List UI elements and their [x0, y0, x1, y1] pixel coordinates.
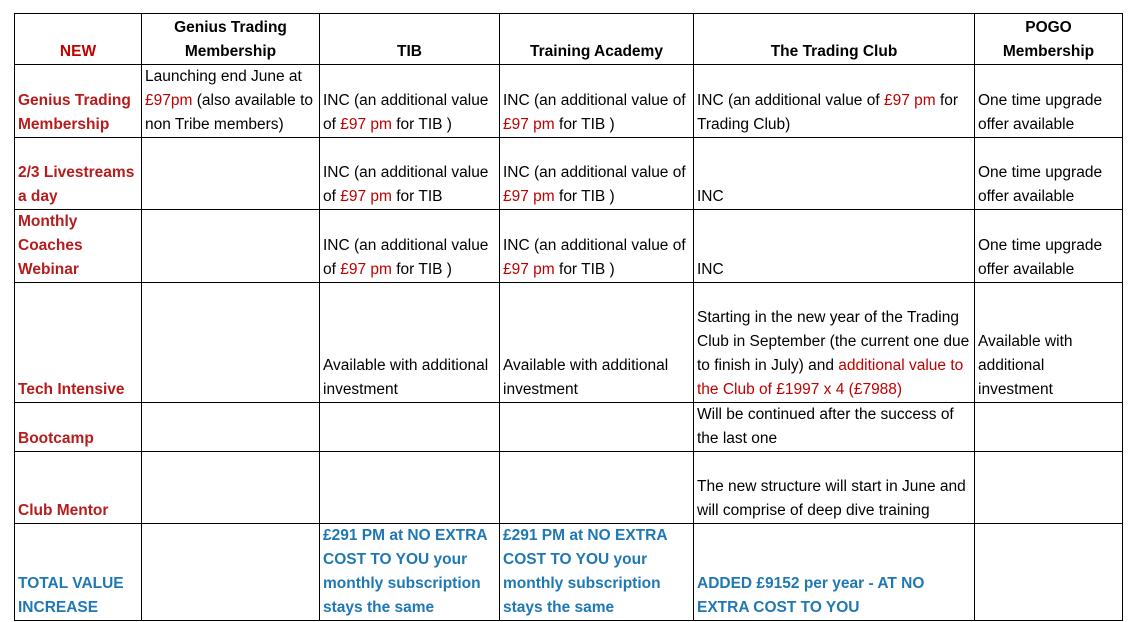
price-text: £97 pm [883, 92, 936, 109]
comparison-table [14, 13, 1123, 621]
cell-total-academy: £291 PM at NO EXTRA COST TO YOU your monthly subscription stays the same [500, 524, 694, 621]
cell-mentor-tib [320, 452, 500, 524]
cell-text: INC (an additional value of [503, 164, 686, 181]
cell-text: INC (an additional value of [323, 92, 489, 133]
cell-webinar-genius [142, 210, 320, 283]
cell-mentor-club: The new structure will start in June and will comprise of deep dive training [694, 452, 975, 524]
cell-mentor-genius [142, 452, 320, 524]
header-trading-club: The Trading Club [694, 14, 975, 65]
cell-total-pogo [975, 524, 1123, 621]
cell-genius-club [694, 65, 975, 138]
price-text: £97 pm [340, 261, 392, 278]
row-coaches-webinar [15, 210, 1123, 283]
cell-bootcamp-tib [320, 403, 500, 452]
cell-total-genius [142, 524, 320, 621]
cell-livestreams-club: INC [694, 138, 975, 210]
row-label-club-mentor: Club Mentor [15, 452, 142, 524]
header-training-academy: Training Academy [500, 14, 694, 65]
cell-webinar-club: INC [694, 210, 975, 283]
cell-text: for TIB ) [391, 116, 452, 133]
cell-tech-tib: Available with additional investment [320, 283, 500, 403]
cell-text: Launching end June at [145, 68, 302, 85]
row-label-total-value: TOTAL VALUE INCREASE [15, 524, 142, 621]
row-label-bootcamp: Bootcamp [15, 403, 142, 452]
row-livestreams [15, 138, 1123, 210]
cell-tech-club [694, 283, 975, 403]
cell-total-club: ADDED £9152 per year - AT NO EXTRA COST TO YOU [694, 524, 975, 621]
price-text: £97 pm [503, 188, 555, 205]
row-genius-trading [15, 65, 1123, 138]
header-pogo: POGO Membership [975, 14, 1123, 65]
cell-text: Starting in the new year of the Trading Club in September (the current one due to finish in July) and [697, 309, 970, 374]
cell-text: for TIB ) [554, 188, 615, 205]
cell-text: INC (an additional value of [503, 237, 686, 254]
cell-livestreams-tib [320, 138, 500, 210]
cell-livestreams-genius [142, 138, 320, 210]
cell-genius-genius [142, 65, 320, 138]
cell-webinar-academy [500, 210, 694, 283]
cell-text: INC (an additional value of [323, 164, 489, 205]
cell-bootcamp-academy [500, 403, 694, 452]
cell-webinar-pogo: One time upgrade offer available [975, 210, 1123, 283]
cell-bootcamp-genius [142, 403, 320, 452]
row-bootcamp [15, 403, 1123, 452]
cell-text: for Trading Club) [697, 92, 959, 133]
cell-genius-pogo: One time upgrade offer available [975, 65, 1123, 138]
cell-livestreams-pogo: One time upgrade offer available [975, 138, 1123, 210]
price-text: £97pm [145, 92, 193, 109]
cell-text: for TIB ) [391, 261, 452, 278]
cell-text: (also available to non Tribe members) [145, 92, 314, 133]
cell-text: for TIB ) [554, 116, 615, 133]
row-label-livestreams: 2/3 Livestreams a day [15, 138, 142, 210]
cell-mentor-academy [500, 452, 694, 524]
header-new: NEW [15, 14, 142, 65]
row-total-value [15, 524, 1123, 621]
cell-tech-pogo: Available with additional investment [975, 283, 1123, 403]
cell-genius-tib [320, 65, 500, 138]
cell-text: for TIB [391, 188, 443, 205]
cell-bootcamp-club: Will be continued after the success of the last one [694, 403, 975, 452]
cell-tech-genius [142, 283, 320, 403]
cell-mentor-pogo [975, 452, 1123, 524]
cell-text: INC (an additional value of [697, 92, 884, 109]
cell-text: INC (an additional value of [503, 92, 686, 109]
header-genius-trading: Genius Trading Membership [142, 14, 320, 65]
header-tib: TIB [320, 14, 500, 65]
cell-total-tib: £291 PM at NO EXTRA COST TO YOU your monthly subscription stays the same [320, 524, 500, 621]
row-tech-intensive [15, 283, 1123, 403]
cell-bootcamp-pogo [975, 403, 1123, 452]
row-label-coaches-webinar: Monthly Coaches Webinar [15, 210, 142, 283]
price-text: £97 pm [503, 261, 555, 278]
cell-webinar-tib [320, 210, 500, 283]
row-club-mentor [15, 452, 1123, 524]
cell-genius-academy [500, 65, 694, 138]
price-text: £97 pm [503, 116, 555, 133]
value-text: additional value to the Club of £1997 x 4 (£7988) [697, 357, 964, 398]
cell-text: for TIB ) [554, 261, 615, 278]
row-label-tech-intensive: Tech Intensive [15, 283, 142, 403]
cell-livestreams-academy [500, 138, 694, 210]
price-text: £97 pm [340, 188, 392, 205]
header-row [15, 14, 1123, 65]
row-label-genius-trading: Genius Trading Membership [15, 65, 142, 138]
cell-tech-academy: Available with additional investment [500, 283, 694, 403]
price-text: £97 pm [340, 116, 392, 133]
cell-text: INC (an additional value of [323, 237, 489, 278]
